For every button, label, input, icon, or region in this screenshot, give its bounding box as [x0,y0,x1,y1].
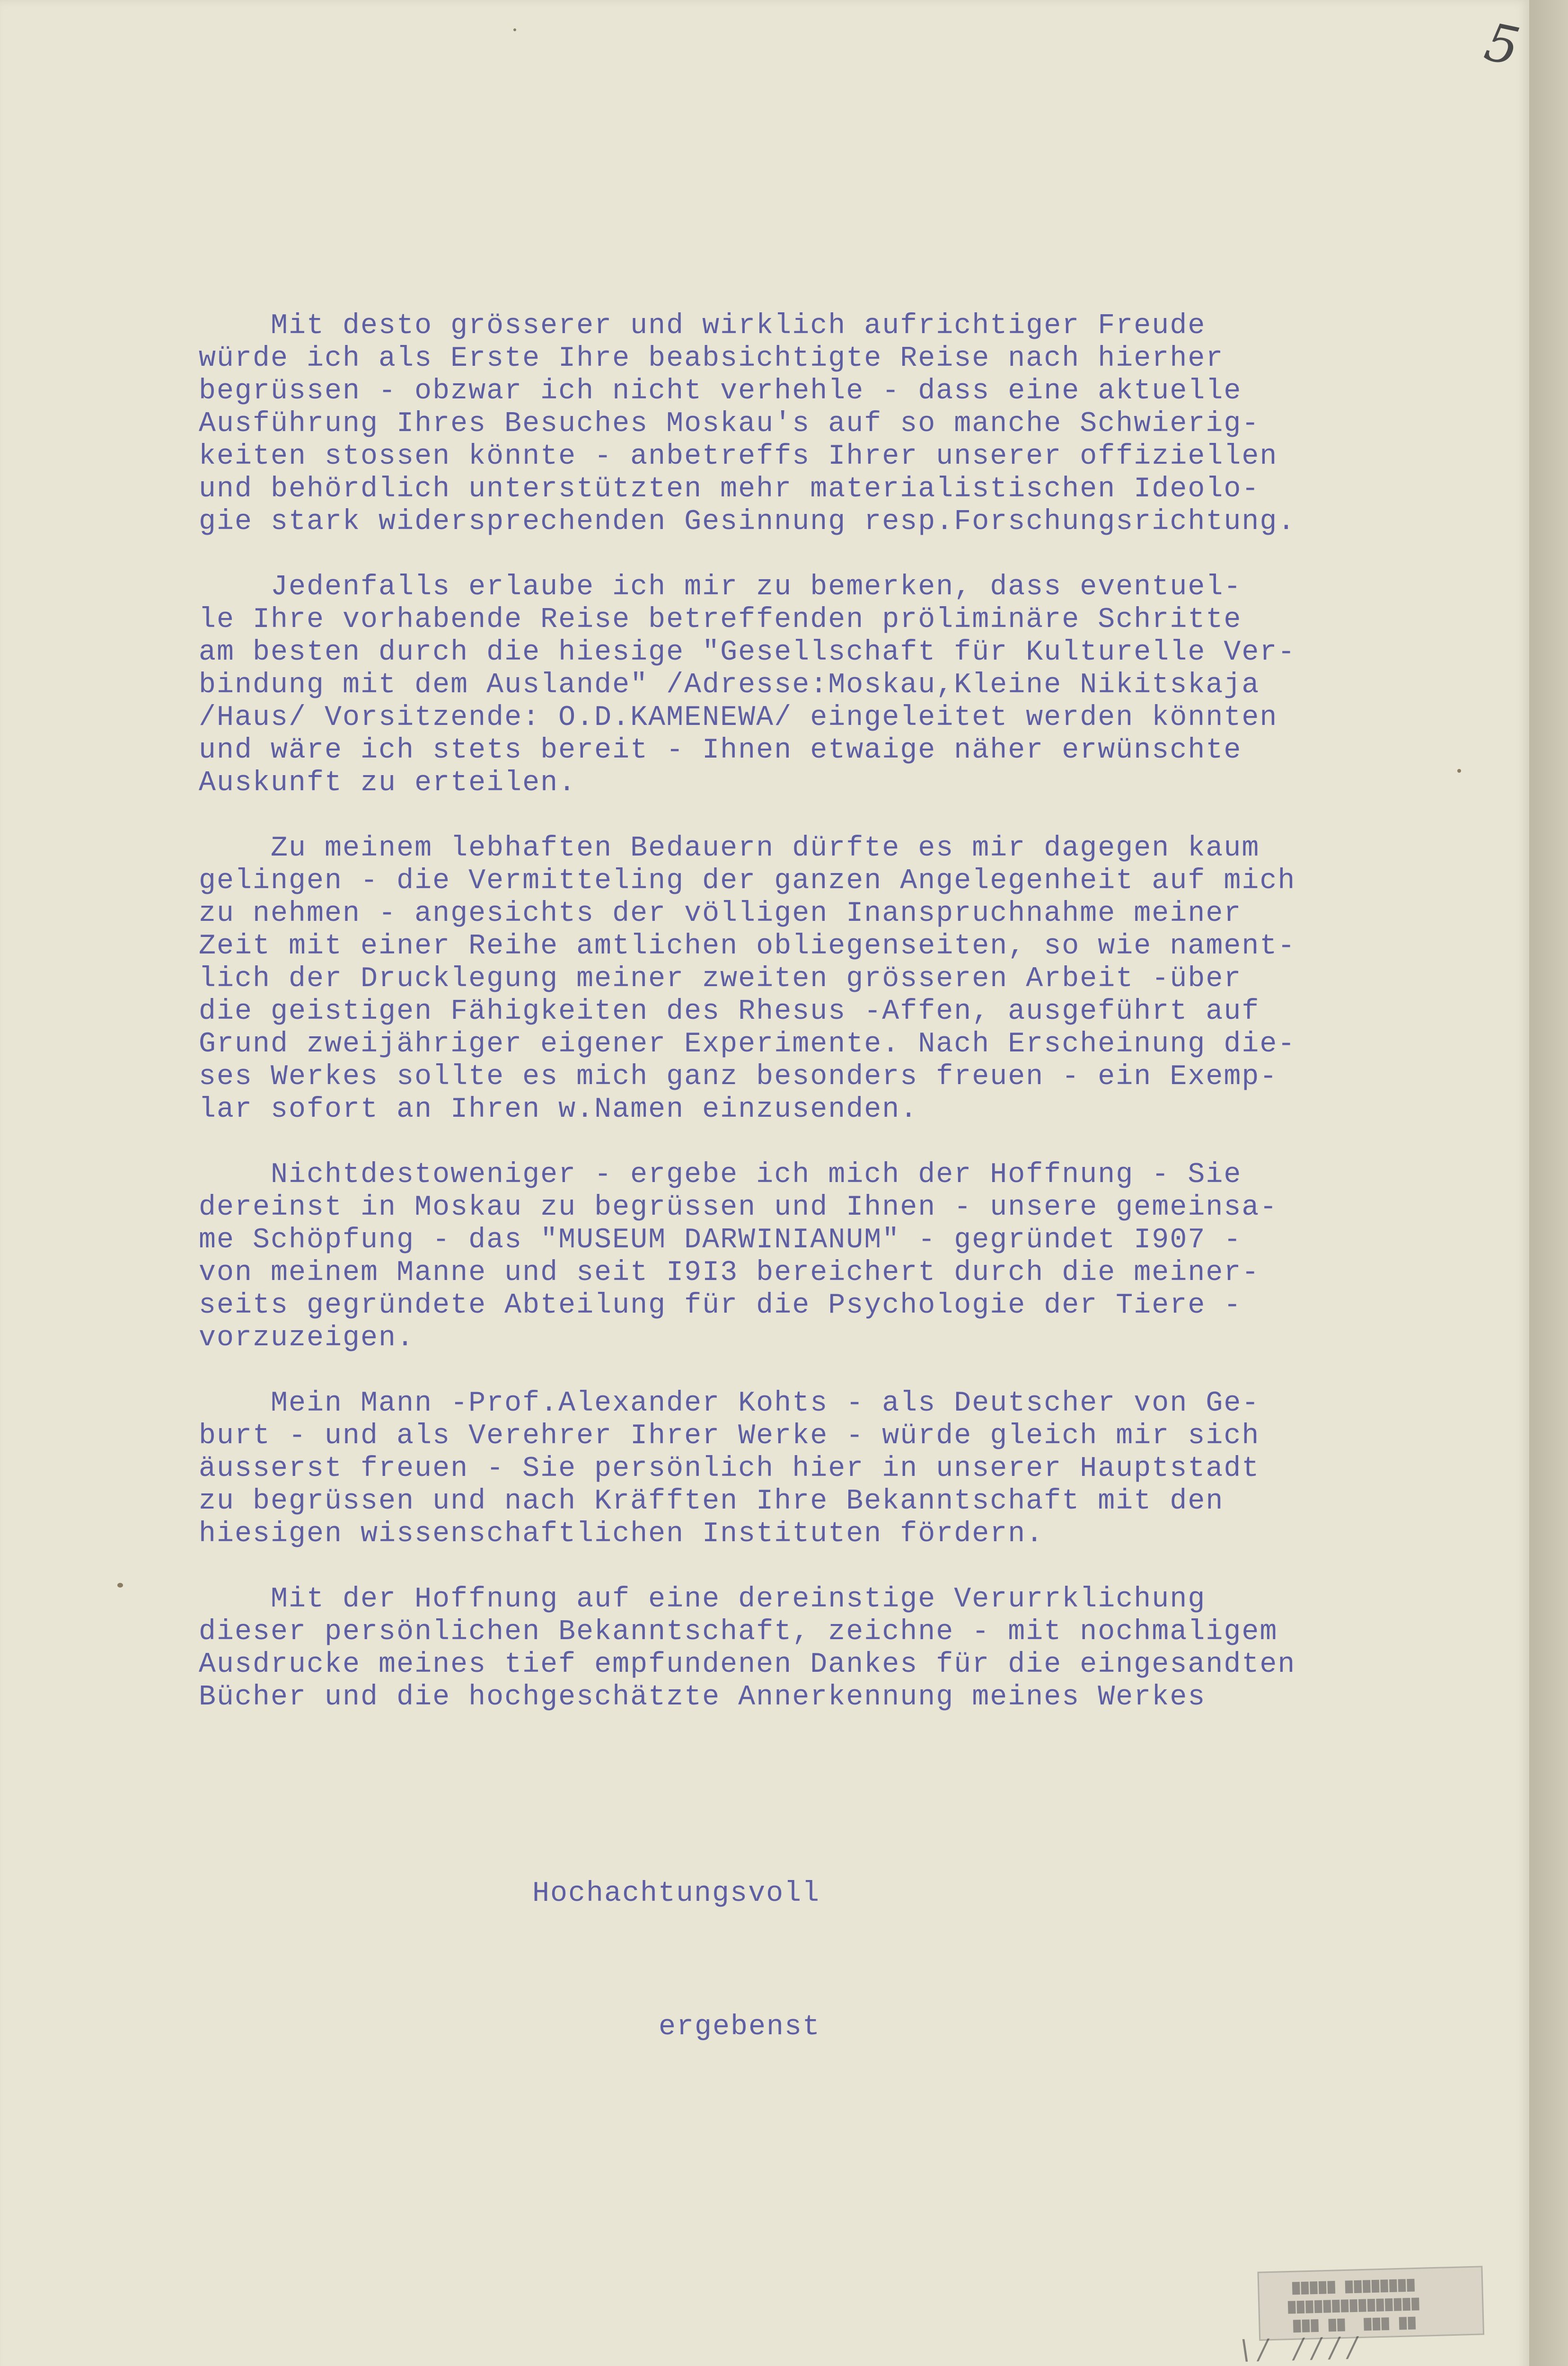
paper-speck [1457,769,1461,773]
text-line: gie stark widersprechenden Gesinnung resp.Forschungsrichtung. [199,506,1296,538]
text-line: burt - und als Verehrer Ihrer Werke - würde gleich mir sich [199,1420,1260,1452]
text-line: hiesigen wissenschaftlichen Instituten fördern. [199,1518,1044,1550]
text-line: Ausführung Ihres Besuches Moskau's auf so manche Schwierig- [199,408,1260,440]
text-line: Auskunft zu erteilen. [199,767,577,799]
text-line: würde ich als Erste Ihre beabsichtigte Reise nach hierher [199,343,1224,375]
text-line: me Schöpfung - das "MUSEUM DARWINIANUM" - gegründet I907 - [199,1224,1242,1256]
page-edge [1529,0,1568,2366]
text-line: Mein Mann -Prof.Alexander Kohts - als Deutscher von Ge- [199,1387,1260,1420]
paragraph-6 [199,1583,1476,1714]
text-line: lich der Drucklegung meiner zweiten grösseren Arbeit -über [199,963,1242,995]
text-line: dereinst in Moskau zu begrüssen und Ihnen - unsere gemeinsa- [199,1192,1278,1224]
stamp-handwriting: \ ∕ ∕ ∕ ∕ ∕ [1240,2331,1357,2366]
text-line: vorzuzeigen. [199,1322,415,1354]
text-line: und behördlich unterstützten mehr materialistischen Ideolo- [199,473,1260,505]
text-line: Zeit mit einer Reihe amtlichen obliegenseiten, so wie nament- [199,930,1296,962]
text-line: Zu meinem lebhaften Bedauern dürfte es mir dagegen kaum [199,832,1260,865]
text-line: am besten durch die hiesige "Gesellschaft für Kulturelle Ver- [199,636,1296,669]
text-line: Mit desto grösserer und wirklich aufrichtiger Freude [199,310,1206,342]
text-line: zu begrüssen und nach Kräfften Ihre Bekanntschaft mit den [199,1485,1224,1518]
text-line: Bücher und die hochgeschätzte Annerkennung meines Werkes [199,1681,1206,1713]
text-line: Ausdrucke meines tief empfundenen Dankes für die eingesandten [199,1649,1296,1681]
paragraph-3 [199,832,1476,1126]
text-line: le Ihre vorhabende Reise betreffenden pröliminäre Schritte [199,604,1242,636]
paragraph-5 [199,1387,1476,1551]
letter-body [199,310,1476,1747]
text-line: lar sofort an Ihren w.Namen einzusenden. [199,1094,918,1126]
text-line: keiten stossen könnte - anbetreffs Ihrer unserer offiziellen [199,441,1278,473]
text-line: bindung mit dem Auslande" /Adresse:Moskau,Kleine Nikitskaja [199,669,1260,701]
paragraph-4 [199,1159,1476,1355]
paper-speck [117,1583,123,1588]
text-line: gelingen - die Vermitteling der ganzen Angelegenheit auf mich [199,865,1296,897]
text-line: Mit der Hoffnung auf eine dereinstige Verurrklichung [199,1583,1206,1616]
text-line: seits gegründete Abteilung für die Psychologie der Tiere - [199,1289,1242,1322]
text-line: dieser persönlichen Bekanntschaft, zeichne - mit nochmaligem [199,1616,1278,1648]
page-number: 5 [1480,11,1525,78]
text-line: begrüssen - obzwar ich nicht verhehle - dass eine aktuelle [199,375,1242,407]
text-line: von meinem Manne und seit I9I3 bereichert durch die meiner- [199,1257,1260,1289]
text-line: äusserst freuen - Sie persönlich hier in unserer Hauptstadt [199,1453,1260,1485]
stamp-line: ▇▇▇▇▇ ▇▇▇▇▇▇▇▇ [1292,2278,1416,2295]
text-line: die geistigen Fähigkeiten des Rhesus -Affen, ausgeführt auf [199,996,1260,1028]
text-line: Grund zweijähriger eigener Experimente. Nach Erscheinung die- [199,1028,1296,1060]
text-line: zu nehmen - angesichts der völligen Inanspruchnahme meiner [199,898,1242,930]
paragraph-1 [199,310,1476,539]
paragraph-2 [199,571,1476,800]
closing-greeting: Hochachtungsvoll [532,1878,820,1910]
closing-sign-off: ergebenst [659,2011,821,2043]
text-line: Nichtdestoweniger - ergebe ich mich der Hoffnung - Sie [199,1159,1242,1191]
text-line: Jedenfalls erlaube ich mir zu bemerken, dass eventuel- [199,571,1242,603]
text-line: und wäre ich stets bereit - Ihnen etwaige näher erwünschte [199,734,1242,767]
archive-stamp [1238,2266,1487,2366]
stamp-line: ▇▇▇▇▇▇▇▇▇▇▇▇▇▇▇ [1288,2296,1421,2314]
paper-speck [513,28,516,31]
text-line: ses Werkes sollte es mich ganz besonders freuen - ein Exemp- [199,1061,1278,1093]
stamp-line: ▇▇▇ ▇▇ ▇▇▇ ▇▇ [1293,2315,1417,2333]
stamp-box [1257,2266,1484,2340]
text-line: /Haus/ Vorsitzende: O.D.KAMENEWA/ eingeleitet werden könnten [199,702,1278,734]
